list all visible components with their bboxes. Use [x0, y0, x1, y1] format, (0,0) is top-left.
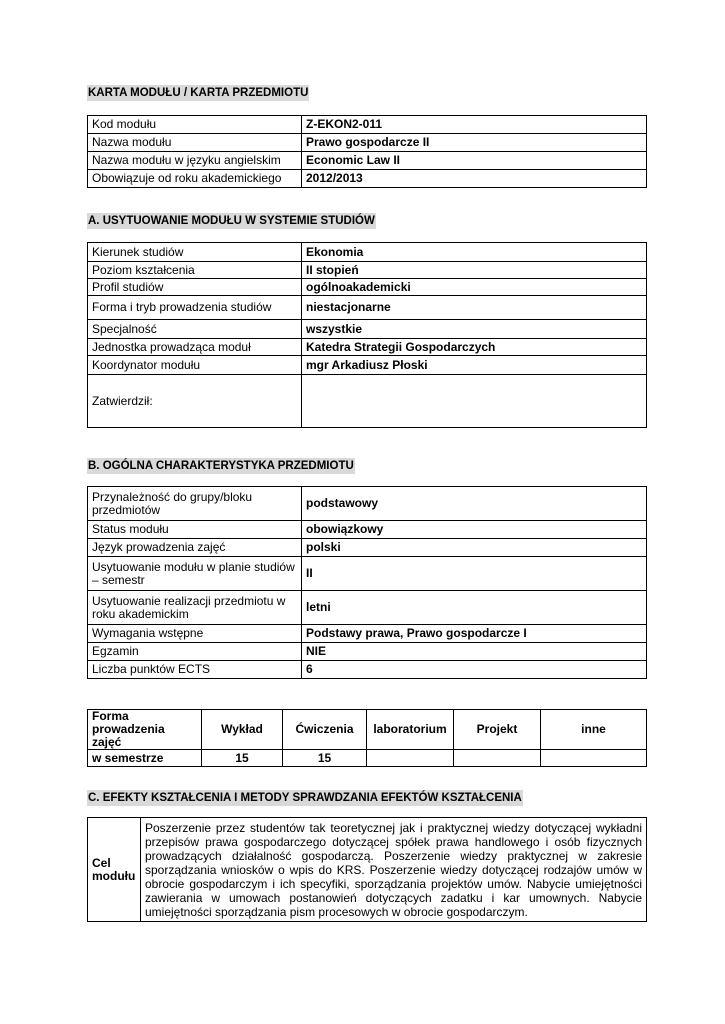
- module-name-label: Nazwa modułu: [88, 134, 302, 152]
- module-status-value: obowiązkowy: [302, 521, 647, 539]
- exercises-hours: 15: [283, 750, 367, 767]
- profile-value: ogólnoakademicki: [302, 279, 647, 296]
- table-row: [88, 356, 647, 375]
- approved-by-value: [302, 375, 647, 428]
- approved-by-label: Zatwierdził:: [88, 375, 302, 428]
- table-row: [88, 279, 647, 296]
- semester-value: II: [302, 557, 647, 591]
- unit-value: Katedra Strategii Gospodarczych: [302, 339, 647, 356]
- course-group-value: podstawowy: [302, 487, 647, 521]
- exam-value: NIE: [302, 643, 647, 661]
- table-row: [88, 243, 647, 262]
- table-row: [88, 262, 647, 279]
- table-row: [88, 710, 647, 750]
- study-mode-label: Forma i tryb prowadzenia studiów: [88, 296, 302, 320]
- semester-label: Usytuowanie modułu w planie studiów – semestr: [88, 557, 302, 591]
- laboratory-hours: [367, 750, 454, 767]
- table-row: [88, 750, 647, 767]
- project-header: Projekt: [454, 710, 541, 750]
- prerequisites-value: Podstawy prawa, Prawo gospodarcze I: [302, 625, 647, 643]
- document-title: KARTA MODUŁU / KARTA PRZEDMIOTU: [88, 87, 309, 99]
- section-a-table: [87, 242, 647, 428]
- hours-table: [87, 709, 647, 767]
- table-row: [88, 591, 647, 625]
- coordinator-value: mgr Arkadiusz Płoski: [302, 356, 647, 375]
- lecture-hours: 15: [202, 750, 283, 767]
- prerequisites-label: Wymagania wstępne: [88, 625, 302, 643]
- lecture-header: Wykład: [202, 710, 283, 750]
- table-row: [88, 661, 647, 679]
- table-row: [88, 487, 647, 521]
- unit-label: Jednostka prowadząca moduł: [88, 339, 302, 356]
- module-code-label: Kod modułu: [88, 116, 302, 134]
- level-label: Poziom kształcenia: [88, 262, 302, 279]
- section-c-table: [87, 817, 647, 922]
- section-c-title: C. EFEKTY KSZTAŁCENIA I METODY SPRAWDZANIA EFEKTÓW KSZTAŁCENIA: [88, 792, 522, 804]
- table-row: [88, 320, 647, 339]
- language-label: Język prowadzenia zajęć: [88, 539, 302, 557]
- ects-label: Liczba punktów ECTS: [88, 661, 302, 679]
- course-group-label: Przynależność do grupy/bloku przedmiotów: [88, 487, 302, 521]
- field-of-study-value: Ekonomia: [302, 243, 647, 262]
- table-row: [88, 557, 647, 591]
- specialty-value: wszystkie: [302, 320, 647, 339]
- table-row: [88, 152, 647, 170]
- language-value: polski: [302, 539, 647, 557]
- specialty-label: Specjalność: [88, 320, 302, 339]
- section-b-title: B. OGÓLNA CHARAKTERYSTYKA PRZEDMIOTU: [88, 460, 354, 472]
- exercises-header: Ćwiczenia: [283, 710, 367, 750]
- other-header: inne: [541, 710, 647, 750]
- academic-year-label: Obowiązuje od roku akademickiego: [88, 170, 302, 188]
- table-row: [88, 375, 647, 428]
- table-row: [88, 818, 647, 922]
- table-row: [88, 643, 647, 661]
- table-row: [88, 539, 647, 557]
- table-row: [88, 134, 647, 152]
- section-a-title: A. USYTUOWANIE MODUŁU W SYSTEMIE STUDIÓW: [88, 215, 375, 227]
- form-header: Forma prowadzenia zajęć: [88, 710, 202, 750]
- table-row: [88, 170, 647, 188]
- table-row: [88, 521, 647, 539]
- module-code-value: Z-EKON2-011: [302, 116, 647, 134]
- module-name-en-label: Nazwa modułu w języku angielskim: [88, 152, 302, 170]
- module-goal-text: Poszerzenie przez studentów tak teoretycznej jak i praktycznej wiedzy dotyczącej wykładni przepisów prawa gospodarczego dotyczącej spółek prawa handlowego i osób fizycznych prowadzących działalność gospodarczą. Poszerzenie wiedzy praktycznej w zakresie sporządzania wniosków o wpis do KRS. Poszerzenie wiedzy dotyczącej rodzajów umów w obrocie gospodarczym i ich specyfiki, sporządzania projektów umów. Nabycie umiejętności zawierania w umowach postanowień dotyczących zadatku i kar umownych. Nabycie umiejętności sporządzania pism procesowych w obrocie gospodarczym.: [141, 818, 647, 922]
- academic-period-value: letni: [302, 591, 647, 625]
- coordinator-label: Koordynator modułu: [88, 356, 302, 375]
- exam-label: Egzamin: [88, 643, 302, 661]
- section-b-table: [87, 486, 647, 679]
- table-row: [88, 625, 647, 643]
- module-header-table: [87, 115, 647, 188]
- table-row: [88, 296, 647, 320]
- field-of-study-label: Kierunek studiów: [88, 243, 302, 262]
- level-value: II stopień: [302, 262, 647, 279]
- table-row: [88, 339, 647, 356]
- laboratory-header: laboratorium: [367, 710, 454, 750]
- academic-period-label: Usytuowanie realizacji przedmiotu w roku akademickim: [88, 591, 302, 625]
- module-name-en-value: Economic Law II: [302, 152, 647, 170]
- semester-row-label: w semestrze: [88, 750, 202, 767]
- project-hours: [454, 750, 541, 767]
- ects-value: 6: [302, 661, 647, 679]
- table-row: [88, 116, 647, 134]
- module-goal-label: Cel modułu: [88, 818, 141, 922]
- module-status-label: Status modułu: [88, 521, 302, 539]
- other-hours: [541, 750, 647, 767]
- profile-label: Profil studiów: [88, 279, 302, 296]
- academic-year-value: 2012/2013: [302, 170, 647, 188]
- module-name-value: Prawo gospodarcze II: [302, 134, 647, 152]
- study-mode-value: niestacjonarne: [302, 296, 647, 320]
